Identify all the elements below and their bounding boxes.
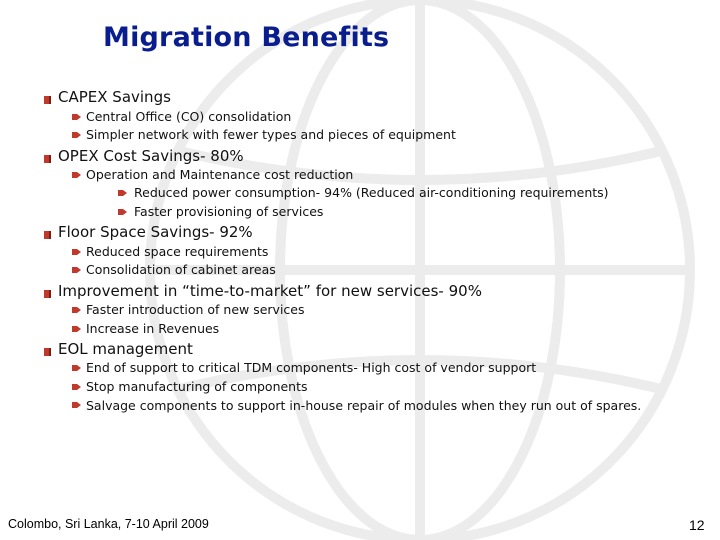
eol-item: Stop manufacturing of components xyxy=(86,379,308,394)
opex-item: Operation and Maintenance cost reduction xyxy=(86,167,354,182)
section-capex-heading: CAPEX Savings xyxy=(58,88,171,106)
section-opex-heading: OPEX Cost Savings- 80% xyxy=(58,147,244,165)
level2-bullet-icon xyxy=(72,249,81,255)
eol-item: Salvage components to support in-house repair of modules when they run out of spares. xyxy=(86,398,642,413)
level1-bullet-icon xyxy=(44,290,51,298)
level1-bullet-icon xyxy=(44,231,51,239)
level3-bullet-icon xyxy=(118,190,127,196)
capex-item: Simpler network with fewer types and pieces of equipment xyxy=(86,127,456,142)
capex-item: Central Office (CO) consolidation xyxy=(86,109,292,124)
level2-bullet-icon xyxy=(72,402,81,408)
opex-subitem: Faster provisioning of services xyxy=(134,204,324,219)
floor-space-item: Reduced space requirements xyxy=(86,244,269,259)
time-to-market-item: Increase in Revenues xyxy=(86,321,220,336)
section-time-to-market-heading: Improvement in “time-to-market” for new services- 90% xyxy=(58,282,482,300)
level2-bullet-icon xyxy=(72,172,81,178)
level1-bullet-icon xyxy=(44,348,51,356)
section-floor-space-heading: Floor Space Savings- 92% xyxy=(58,223,253,241)
level2-bullet-icon xyxy=(72,384,81,390)
level3-bullet-icon xyxy=(118,209,127,215)
level2-bullet-icon xyxy=(72,307,81,313)
level2-bullet-icon xyxy=(72,114,81,120)
time-to-market-item: Faster introduction of new services xyxy=(86,302,305,317)
level2-bullet-icon xyxy=(72,365,81,371)
page-number: 12 xyxy=(689,517,705,533)
level2-bullet-icon xyxy=(72,132,81,138)
level2-bullet-icon xyxy=(72,267,81,273)
footer-location-date: Colombo, Sri Lanka, 7-10 April 2009 xyxy=(8,517,209,531)
opex-subitem: Reduced power consumption- 94% (Reduced air-conditioning requirements) xyxy=(134,185,609,200)
slide-title: Migration Benefits xyxy=(103,22,390,53)
eol-item: End of support to critical TDM components- High cost of vendor support xyxy=(86,360,537,375)
floor-space-item: Consolidation of cabinet areas xyxy=(86,262,276,277)
level1-bullet-icon xyxy=(44,155,51,163)
level2-bullet-icon xyxy=(72,326,81,332)
level1-bullet-icon xyxy=(44,96,51,104)
section-eol-heading: EOL management xyxy=(58,340,193,358)
